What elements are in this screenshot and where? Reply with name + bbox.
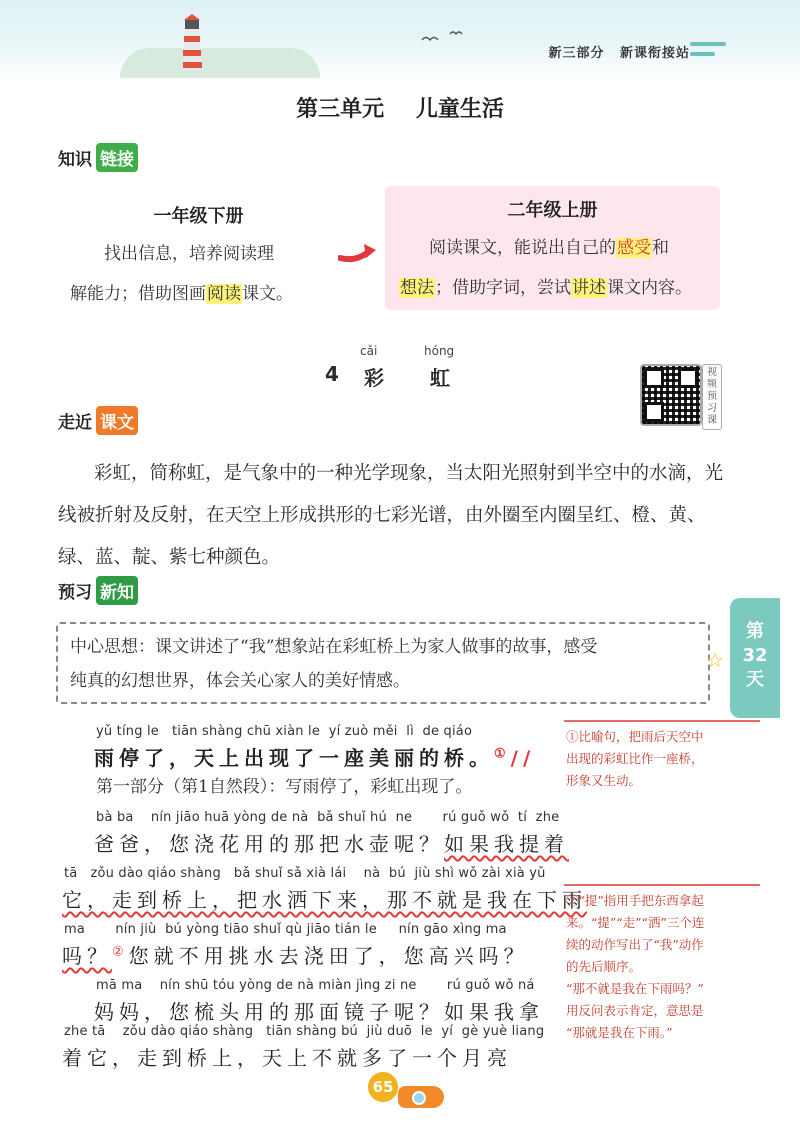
qr-finder-top-right	[678, 368, 698, 388]
grade1-title: 一年级下册	[153, 206, 244, 227]
page-number: 65	[368, 1072, 398, 1102]
day-tab-line3: 天	[746, 669, 764, 690]
lesson-pinyin-2: hóng	[424, 344, 455, 358]
central-idea-line1: 中心思想：课文讲述了“我”想象站在彩虹桥上为家人做事的故事，感受	[70, 637, 598, 657]
grade1-highlight: 阅读	[207, 284, 241, 304]
unit-title	[0, 92, 800, 123]
preview-tag-part2: 新知	[96, 576, 138, 605]
grade1-text	[56, 228, 341, 314]
wavy-underlined-text-1: 如果我提着	[444, 832, 569, 856]
part-summary: 第一部分（第1自然段）：写雨停了，彩虹出现了。	[96, 777, 473, 797]
grade2-box	[385, 186, 720, 310]
knowledge-tag-part1: 知识	[58, 149, 92, 170]
qr-finder-top-left	[644, 368, 664, 388]
grade2-highlight-idea: 想法	[400, 278, 434, 298]
pinyin-line-6: zhe tā zǒu dào qiáo shàng tiān shàng bú jiù duō le yí gè yuè liang	[64, 1024, 545, 1039]
grade2-text	[385, 222, 720, 308]
note-1-line1: ①比喻句，把雨后天空中	[566, 729, 704, 744]
paragraph-divider: //	[510, 746, 536, 770]
grade2-line2	[399, 268, 706, 308]
header-subsection: 新课衔接站	[619, 46, 690, 61]
pinyin-line-2: bà ba nín jiāo huā yòng de nà bǎ shuǐ hú ne rú guǒ wǒ tí zhe	[96, 810, 560, 825]
note-2-line1: ②“提”指用手把东西拿起	[566, 893, 704, 908]
preview-tag	[56, 575, 138, 605]
day-tab-line2: 32	[742, 645, 768, 666]
qr-label: 视频预习课	[702, 364, 722, 430]
lesson-pinyin-1: cǎi	[360, 344, 378, 358]
note-divider-2	[564, 884, 760, 886]
grade2-title: 二年级上册	[507, 200, 598, 221]
grade2-line1	[399, 228, 706, 268]
knowledge-tag-part2: 链接	[96, 143, 138, 172]
star-icon: ☆	[706, 648, 724, 672]
header-section: 新三部分	[548, 46, 605, 61]
note-1	[566, 726, 762, 792]
grade1-line2-pre: 解能力；借助图画	[70, 284, 206, 304]
note-marker-2: ②	[112, 944, 129, 960]
note-1-line2: 出现的彩虹比作一座桥，	[566, 751, 704, 766]
intro-paragraph: 彩虹，简称虹，是气象中的一种光学现象，当太阳光照射到半空中的水滴，光线被折射及反射，在天空上形成拱形的七彩光谱，由外圈至内圈呈红、橙、黄、绿、蓝、靛、紫七种颜色。	[58, 463, 724, 568]
central-idea-box	[56, 622, 710, 704]
day-tab-line1: 第	[746, 621, 764, 642]
pinyin-line-5: mā ma nín shū tóu yòng de nà miàn jìng zi ne rú guǒ wǒ ná	[96, 978, 535, 993]
knowledge-link-tag	[56, 142, 138, 172]
lesson-number: 4	[325, 362, 339, 386]
grade1-line2	[70, 274, 327, 314]
lighthouse-icon	[172, 12, 212, 72]
text-line-1-body: 雨停了，天上出现了一座美丽的桥。	[94, 746, 494, 770]
grade1-box	[56, 192, 341, 312]
grade2-highlight-retell: 讲述	[572, 278, 606, 298]
note-2-line6: 用反问表示肯定，意思是	[566, 1003, 704, 1018]
note-1-line3: 形象又生动。	[566, 773, 642, 788]
note-2-line7: “那就是我在下雨。”	[566, 1025, 673, 1040]
preview-tag-part1: 预习	[58, 582, 92, 603]
grade2-highlight-feeling: 感受	[617, 238, 651, 258]
unit-name: 儿童生活	[415, 97, 504, 122]
day-tab	[730, 598, 780, 718]
submarine-window	[412, 1091, 426, 1105]
note-2-line3: 续的动作写出了“我”动作	[566, 937, 704, 952]
header-banner	[0, 0, 800, 78]
header-logo-decoration	[690, 38, 726, 62]
approach-tag-part2: 课文	[96, 406, 138, 435]
text-line-6: 着它，走到桥上，天上不就多了一个月亮	[62, 1046, 512, 1070]
central-idea-line2: 纯真的幻想世界，体会关心家人的美好情感。	[70, 671, 410, 691]
note-2-line2: 来。“提”“走”“洒”三个连	[566, 915, 705, 930]
birds-icon	[420, 28, 470, 48]
central-idea-text	[58, 624, 708, 704]
note-2-line5: “那不就是我在下雨吗？”	[566, 981, 704, 996]
grade2-line1-post: 和	[652, 238, 669, 258]
lesson-title-char1: 彩	[364, 366, 384, 390]
text-line-4-body: 您就不用挑水去浇田了，您高兴吗？	[128, 944, 529, 968]
grade2-line2-mid: ；借助字词，尝试	[435, 278, 571, 298]
qr-code-icon[interactable]	[640, 364, 702, 426]
text-line-2-body: 爸爸，您浇花用的那把水壶呢？	[94, 832, 444, 856]
note-marker-1: ①	[494, 746, 511, 762]
pinyin-line-4: ma nín jiù bú yòng tiāo shuǐ qù jiāo tián le nín gāo xìng ma	[64, 922, 507, 937]
lesson-title-char2: 虹	[430, 366, 450, 390]
grade1-line2-post: 课文。	[242, 284, 293, 304]
pinyin-line-3: tā zǒu dào qiáo shàng bǎ shuǐ sǎ xià lái nà bú jiù shì wǒ zài xià yǔ	[64, 866, 546, 881]
note-divider-1	[564, 720, 760, 722]
text-line-5: 妈妈，您梳头用的那面镜子呢？如果我拿	[94, 1000, 544, 1024]
text-line-4	[62, 940, 529, 969]
red-arrow-icon	[338, 238, 378, 268]
header-labels	[538, 42, 690, 61]
note-2	[566, 890, 762, 1044]
approach-tag-part1: 走近	[58, 412, 92, 433]
header-hill-decoration	[120, 48, 320, 78]
grade1-line1: 找出信息，培养阅读理	[104, 244, 274, 264]
wavy-underlined-text-2: 吗？	[62, 944, 112, 968]
grade2-line2-post: 课文内容。	[607, 278, 692, 298]
text-line-2	[94, 828, 569, 857]
unit-label: 第三单元	[296, 97, 385, 122]
note-2-line4: 的先后顺序。	[566, 959, 642, 974]
qr-finder-bottom-left	[644, 402, 664, 422]
text-line-1	[94, 742, 535, 771]
grade2-line1-pre: 阅读课文，能说出自己的	[429, 238, 616, 258]
text-line-3: 它，走到桥上，把水洒下来，那不就是我在下雨	[62, 888, 587, 912]
pinyin-line-1: yǔ tíng le tiān shàng chū xiàn le yí zuò měi lì de qiáo	[96, 724, 473, 739]
approach-text-tag	[56, 405, 138, 435]
